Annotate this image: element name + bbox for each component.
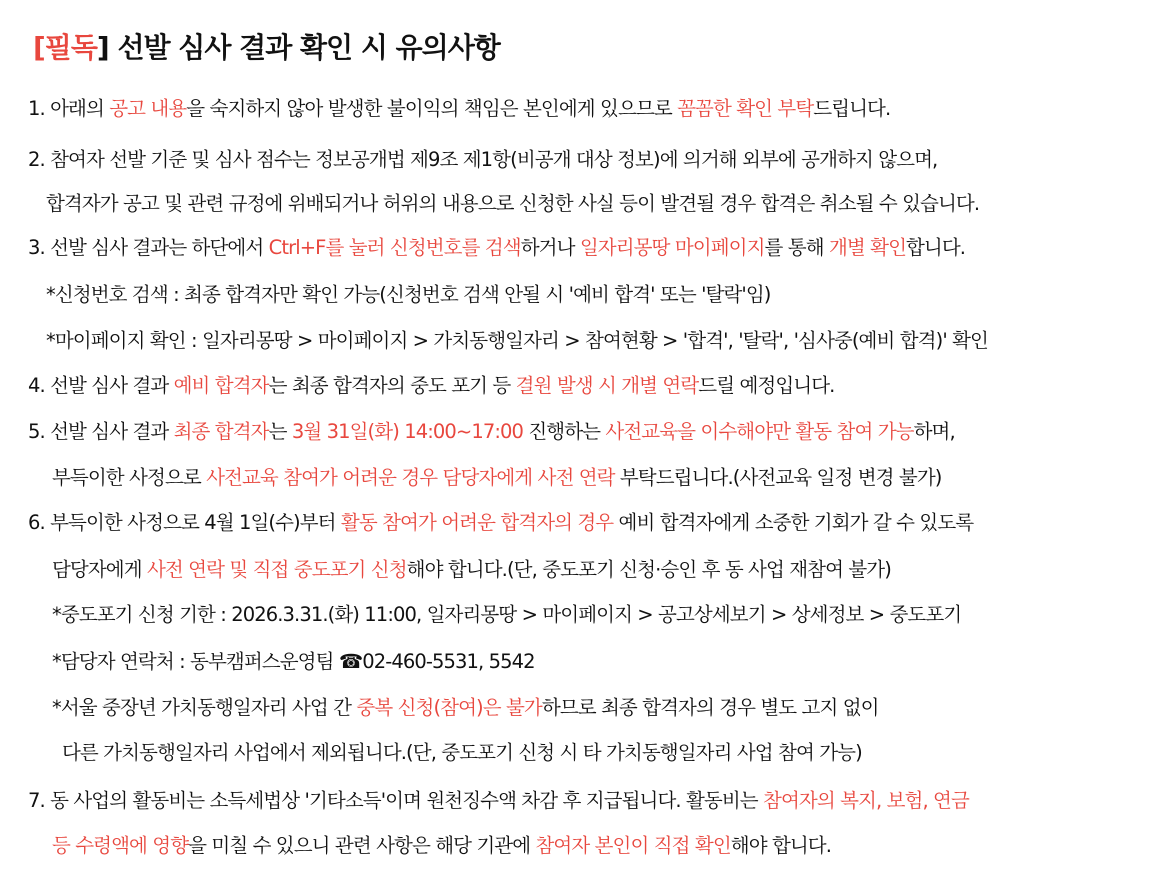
- notice-text: 4. 선발 심사 결과: [28, 374, 174, 397]
- notice-item-3-line-3: [46, 328, 988, 354]
- notice-text: 드릴 예정입니다.: [698, 374, 835, 397]
- highlight-text: 꼼꼼한 확인 부탁: [677, 97, 814, 120]
- title-bracket-open: [: [33, 31, 45, 64]
- notice-text: 는: [268, 420, 292, 443]
- highlight-text: 활동 참여가 어려운 합격자의 경우: [340, 511, 614, 534]
- highlight-text: 일자리몽땅 마이페이지: [579, 236, 765, 259]
- notice-text: 해야 합니다.: [730, 834, 832, 857]
- notice-text: 를 통해: [764, 236, 829, 259]
- notice-item-6: [28, 510, 973, 536]
- notice-text: *중도포기 신청 기한 : 2026.3.31.(화) 11:00, 일자리몽땅 > 마이페이지 > 공고상세보기 > 상세정보 > 중도포기: [52, 603, 962, 626]
- notice-text: 다른 가치동행일자리 사업에서 제외됩니다.(단, 중도포기 신청 시 타 가치동행일자리 사업 참여 가능): [62, 741, 862, 764]
- notice-item-3: [28, 235, 965, 261]
- notice-item-6-line-6: [62, 740, 862, 766]
- notice-text: 하거나: [520, 236, 580, 259]
- notice-text: 을 숙지하지 않아 발생한 불이익의 책임은 본인에게 있으므로: [186, 97, 678, 120]
- notice-text: 합격자가 공고 및 관련 규정에 위배되거나 허위의 내용으로 신청한 사실 등이 발견될 경우 합격은 취소될 수 있습니다.: [46, 192, 980, 215]
- notice-item-7-line-2: [52, 833, 831, 859]
- notice-item-1: [28, 96, 890, 122]
- title-text: 선발 심사 결과 확인 시 유의사항: [108, 31, 500, 64]
- notice-text: 1. 아래의: [28, 97, 110, 120]
- highlight-text: 중복 신청(참여)은 불가: [356, 696, 542, 719]
- notice-item-3-line-2: [46, 282, 771, 308]
- highlight-text: 사전교육을 이수해야만 활동 참여 가능: [605, 420, 914, 443]
- notice-text: 하며,: [913, 420, 955, 443]
- notice-item-6-line-4: [52, 649, 535, 675]
- notice-item-4: [28, 373, 834, 399]
- notice-text: 예비 합격자에게 소중한 기회가 갈 수 있도록: [613, 511, 974, 534]
- notice-text: 하므로 최종 합격자의 경우 별도 고지 없이: [541, 696, 879, 719]
- notice-text: 부탁드립니다.(사전교육 일정 변경 불가): [614, 466, 942, 489]
- notice-item-7: [28, 788, 969, 814]
- highlight-text: 사전 연락 및 직접 중도포기 신청: [146, 558, 407, 581]
- highlight-text: 참여자 본인이 직접 확인: [535, 834, 731, 857]
- highlight-text: 등 수령액에 영향: [52, 834, 189, 857]
- title-bracket-close: ]: [96, 31, 109, 64]
- highlight-text: Ctrl+F를 눌러 신청번호를 검색: [268, 236, 521, 259]
- notice-item-5: [28, 419, 955, 445]
- notice-text: 3. 선발 심사 결과는 하단에서: [28, 236, 269, 259]
- notice-item-6-line-5: [52, 695, 879, 721]
- notice-text: 진행하는: [523, 420, 606, 443]
- notice-text: *신청번호 검색 : 최종 합격자만 확인 가능(신청번호 검색 안될 시 '예비 합격' 또는 '탈락'임): [46, 283, 771, 306]
- notice-text: 6. 부득이한 사정으로 4월 1일(수)부터: [28, 511, 341, 534]
- title-tag: 필독: [44, 31, 97, 64]
- notice-text: 합니다.: [906, 236, 966, 259]
- notice-text: 7. 동 사업의 활동비는 소득세법상 '기타소득'이며 원천징수액 차감 후 지급됩니다. 활동비는: [28, 789, 764, 812]
- notice-text: 는 최종 합격자의 중도 포기 등: [268, 374, 516, 397]
- highlight-text: 최종 합격자: [173, 420, 269, 443]
- page-title: [33, 26, 500, 66]
- highlight-text: 공고 내용: [109, 97, 187, 120]
- notice-text: *담당자 연락처 : 동부캠퍼스운영팀 ☎02-460-5531, 5542: [52, 650, 535, 673]
- highlight-text: 결원 발생 시 개별 연락: [515, 374, 699, 397]
- highlight-text: 예비 합격자: [173, 374, 269, 397]
- notice-item-6-line-3: [52, 602, 961, 628]
- notice-text: 을 미칠 수 있으니 관련 사항은 해당 기관에: [188, 834, 536, 857]
- notice-item-2-line-2: [46, 191, 979, 217]
- notice-item-6-line-2: [52, 557, 891, 583]
- highlight-text: 3월 31일(화) 14:00~17:00: [291, 420, 524, 443]
- notice-text: 5. 선발 심사 결과: [28, 420, 174, 443]
- highlight-text: 사전교육 참여가 어려운 경우 담당자에게 사전 연락: [206, 466, 615, 489]
- highlight-text: 개별 확인: [828, 236, 906, 259]
- notice-text: *서울 중장년 가치동행일자리 사업 간: [52, 696, 357, 719]
- notice-text: *마이페이지 확인 : 일자리몽땅 > 마이페이지 > 가치동행일자리 > 참여현황 > '합격', '탈락', '심사중(예비 합격)' 확인: [46, 329, 988, 352]
- notice-text: 부득이한 사정으로: [52, 466, 207, 489]
- notice-item-2: [28, 147, 937, 173]
- notice-text: 드립니다.: [813, 97, 891, 120]
- notice-text: 2. 참여자 선발 기준 및 심사 점수는 정보공개법 제9조 제1항(비공개 대상 정보)에 의거해 외부에 공개하지 않으며,: [28, 148, 938, 171]
- notice-text: 해야 합니다.(단, 중도포기 신청·승인 후 동 사업 재참여 불가): [406, 558, 891, 581]
- notice-item-5-line-2: [52, 465, 941, 491]
- highlight-text: 참여자의 복지, 보험, 연금: [763, 789, 969, 812]
- notice-text: 담당자에게: [52, 558, 147, 581]
